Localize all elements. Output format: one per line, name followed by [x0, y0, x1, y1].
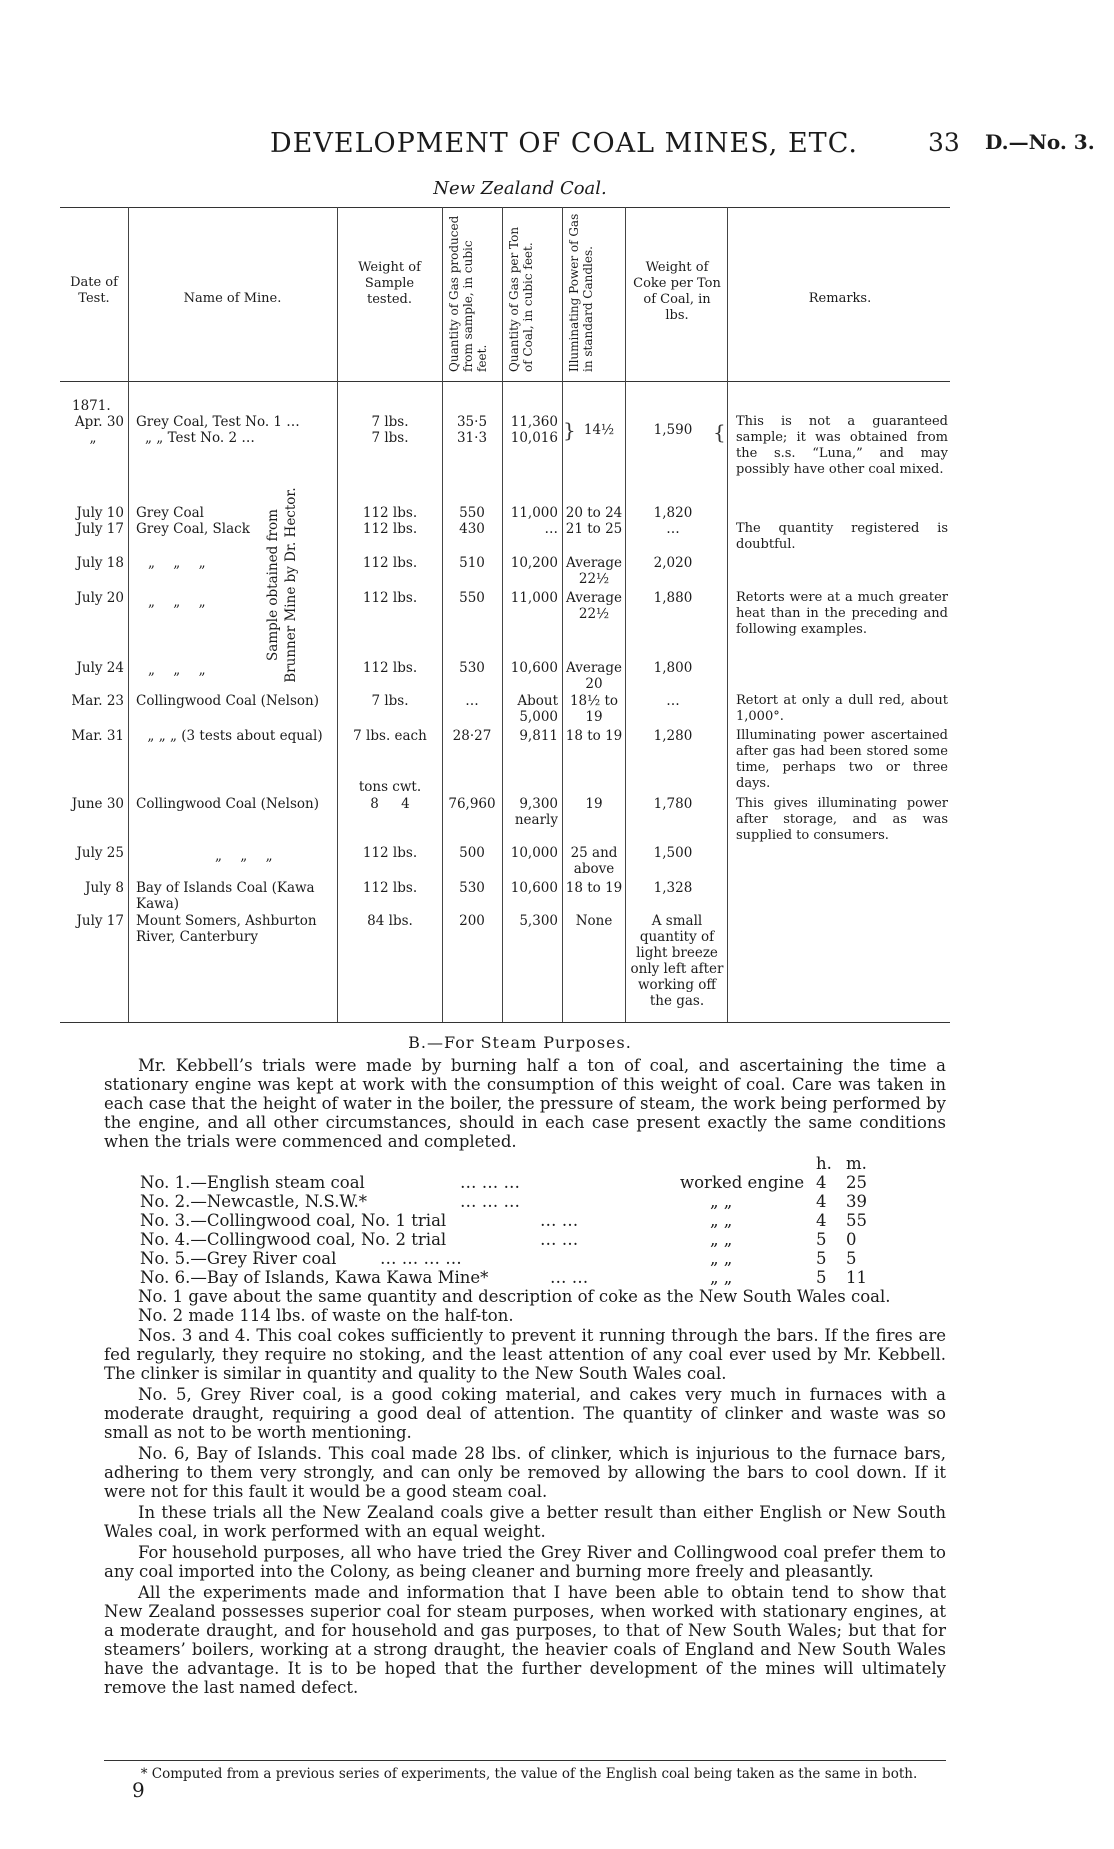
- hours-header: h.: [816, 1154, 832, 1173]
- cell-gas: 31·3: [456, 430, 488, 446]
- cell-per-ton: 11,000: [510, 590, 558, 606]
- trial-row: [140, 1173, 940, 1192]
- cell-weight: 112 lbs.: [362, 845, 418, 861]
- footnote-rule: [104, 1760, 946, 1761]
- cell-per-ton: 11,360: [510, 414, 558, 430]
- cell-illum: Average 22½: [566, 555, 622, 587]
- cell-per-ton: 9,300 nearly: [514, 796, 558, 828]
- trial-engine: „ „: [710, 1268, 733, 1287]
- table-header-rule: [60, 381, 950, 382]
- trial-minutes: 25: [846, 1173, 867, 1192]
- cell-weight: 7 lbs. each: [353, 728, 427, 744]
- cell-coke: 2,020: [653, 555, 693, 571]
- trial-row: [140, 1192, 940, 1211]
- cell-illum: 18½ to 19: [569, 693, 619, 725]
- page-number-bottom: 9: [132, 1778, 145, 1802]
- cell-mine: Collingwood Coal (Nelson): [136, 693, 320, 709]
- cell-gas: 200: [459, 913, 485, 929]
- cell-weight: 8 4: [370, 796, 410, 812]
- cell-remark: Illuminating power ascertained after gas had been stored some time, perhaps two or three days.: [736, 728, 948, 791]
- paragraph: No. 2 made 114 lbs. of waste on the half-ton.: [138, 1306, 514, 1325]
- cell-weight: 7 lbs.: [371, 414, 409, 430]
- cell-coke: 1,780: [653, 796, 693, 812]
- cell-coke: 1,880: [653, 590, 693, 606]
- paragraph: No. 6, Bay of Islands. This coal made 28 lbs. of clinker, which is injurious to the furnace bars, adhering to them very strongly, and can only be removed by allowing the bars to cool down. If it were not for this fault it would be a good steam coal.: [104, 1444, 946, 1501]
- cell-weight: 112 lbs.: [362, 660, 418, 676]
- cell-gas: 510: [459, 555, 485, 571]
- cell-date: July 18: [76, 555, 124, 571]
- cell-illum: 19: [585, 796, 603, 812]
- paragraph: No. 5, Grey River coal, is a good coking material, and cakes very much in furnaces with a moderate draught, requiring a good deal of attention. The quantity of clinker and waste was so small as not to be worth mentioning.: [104, 1385, 946, 1442]
- cell-date: July 8: [85, 880, 124, 896]
- cell-date: July 25: [76, 845, 124, 861]
- cell-weight: 84 lbs.: [367, 913, 413, 929]
- trial-row: [140, 1230, 940, 1249]
- trial-minutes: 0: [846, 1230, 857, 1249]
- cell-remark: This gives illuminating power after storage, and as was supplied to consumers.: [736, 796, 948, 843]
- cell-per-ton: 10,200: [510, 555, 558, 571]
- col-divider: [727, 207, 728, 1022]
- cell-illum: None: [575, 913, 613, 929]
- cell-mine: Grey Coal, Slack: [136, 521, 250, 537]
- cell-mine: Grey Coal: [136, 505, 204, 521]
- cell-mine: Grey Coal, Test No. 1 …: [136, 414, 300, 430]
- trial-hours: 5: [816, 1230, 827, 1249]
- cell-coke: 1,328: [653, 880, 693, 896]
- cell-weight: 112 lbs.: [362, 505, 418, 521]
- cell-gas: 550: [459, 505, 485, 521]
- cell-gas: 550: [459, 590, 485, 606]
- trial-minutes: 11: [846, 1268, 867, 1287]
- trial-hours: 5: [816, 1249, 827, 1268]
- trial-dots: … …: [550, 1268, 589, 1287]
- cell-per-ton: 11,000: [510, 505, 558, 521]
- cell-date: July 17: [76, 521, 124, 537]
- paragraph: Nos. 3 and 4. This coal cokes sufficiently to prevent it running through the bars. If the fires are fed regularly, they require no stoking, and the least attention of any coal ever used by Mr. Kebbell. The clinker is similar in quantity and quality to the New South Wales coal.: [104, 1326, 946, 1383]
- cell-weight-units: tons cwt.: [358, 779, 422, 795]
- cell-illum: Average 20: [566, 660, 622, 692]
- cell-per-ton: 10,000: [510, 845, 558, 861]
- cell-coke: A small quantity of light breeze only left after working off the gas.: [630, 913, 724, 1009]
- cell-weight: 112 lbs.: [362, 590, 418, 606]
- cell-illum: 18 to 19: [565, 880, 623, 896]
- cell-coke: …: [666, 521, 680, 537]
- trial-dots: … … …: [460, 1192, 520, 1211]
- trial-hours: 4: [816, 1192, 827, 1211]
- cell-coke: 1,590: [653, 422, 693, 438]
- cell-remark: Retorts were at a much greater heat than in the preceding and following examples.: [736, 590, 948, 637]
- trial-minutes: 39: [846, 1192, 867, 1211]
- cell-illum: 21 to 25: [565, 521, 623, 537]
- cell-mine: Mount Somers, Ashburton River, Canterbury: [136, 913, 317, 945]
- cell-gas: 28·27: [452, 728, 492, 744]
- col-header-illuminating-power: Illuminating Power of Gas in standard Candles.: [567, 213, 595, 372]
- col-header-mine: Name of Mine.: [183, 291, 282, 306]
- cell-date: July 20: [76, 590, 124, 606]
- cell-coke: 1,500: [653, 845, 693, 861]
- cell-coke: 1,280: [653, 728, 693, 744]
- trial-label: No. 5.—Grey River coal: [140, 1249, 337, 1268]
- trial-engine: „ „: [710, 1230, 733, 1249]
- cell-weight: 112 lbs.: [362, 555, 418, 571]
- cell-coke: 1,800: [653, 660, 693, 676]
- trial-row: [140, 1268, 940, 1287]
- trial-hours: 5: [816, 1268, 827, 1287]
- col-divider: [337, 207, 338, 1022]
- cell-gas: 530: [459, 880, 485, 896]
- col-divider: [562, 207, 563, 1022]
- cell-mine: „ „ Test No. 2 …: [145, 430, 255, 446]
- bracket-glyph: {: [713, 420, 726, 444]
- table-caption: New Zealand Coal.: [433, 178, 607, 199]
- cell-per-ton: 10,016: [510, 430, 558, 446]
- cell-mine: „ „ „ (3 tests about equal): [147, 728, 323, 744]
- trial-engine: „ „: [710, 1211, 733, 1230]
- cell-per-ton: 9,811: [519, 728, 558, 744]
- trial-row: [140, 1249, 940, 1268]
- trial-engine: „ „: [710, 1192, 733, 1211]
- trial-hours: 4: [816, 1173, 827, 1192]
- cell-remark: Retort at only a dull red, about 1,000°.: [736, 693, 948, 724]
- col-divider: [502, 207, 503, 1022]
- minutes-header: m.: [846, 1154, 867, 1173]
- intro-paragraph: Mr. Kebbell’s trials were made by burning half a ton of coal, and ascertaining the time a stationary engine was kept at work with the consumption of this weight of coal. Care was taken in each case that the height of water in the boiler, the pressure of steam, the work being performed by the engine, and all other circumstances, should in each case present exactly the same conditions when the trials were commenced and completed.: [104, 1056, 946, 1151]
- paragraph: For household purposes, all who have tried the Grey River and Collingwood coal prefer them to any coal imported into the Colony, as being cleaner and burning more freely and pleasantly.: [104, 1543, 946, 1581]
- cell-per-ton: 10,600: [510, 660, 558, 676]
- bracket-glyph: }: [563, 418, 576, 442]
- cell-gas: 76,960: [448, 796, 496, 812]
- cell-mine: „ „ „: [215, 848, 273, 864]
- cell-per-ton: 5,300: [519, 913, 558, 929]
- col-header-gas-quantity: Quantity of Gas produced from sample, in cubic feet.: [447, 215, 489, 372]
- cell-per-ton: About 5,000: [517, 693, 558, 725]
- cell-date: Mar. 23: [71, 693, 124, 709]
- paragraph: No. 1 gave about the same quantity and description of coke as the New South Wales coal.: [138, 1287, 891, 1306]
- cell-date: June 30: [71, 796, 124, 812]
- page-title: DEVELOPMENT OF COAL MINES, ETC.: [270, 128, 858, 159]
- cell-weight: 7 lbs.: [371, 430, 409, 446]
- cell-mine: „ „ „: [148, 555, 206, 571]
- cell-gas: 430: [459, 521, 485, 537]
- cell-illum: Average 22½: [566, 590, 622, 622]
- cell-per-ton: …: [544, 521, 558, 537]
- paragraph: All the experiments made and information that I have been able to obtain tend to show that New Zealand possesses superior coal for steam purposes, when worked with stationary engines, at a moderate draught, and for household and gas purposes, to that of New South Wales; but that for steamers’ boilers, working at a strong draught, the heavier coals of England and New South Wales have the advantage. It is to be hoped that the further development of the mines will ultimately remove the last named defect.: [104, 1583, 946, 1697]
- col-divider: [625, 207, 626, 1022]
- cell-illum: 18 to 19: [565, 728, 623, 744]
- section-title: B.—For Steam Purposes.: [408, 1033, 632, 1052]
- document-reference: D.—No. 3.: [985, 130, 1095, 154]
- cell-per-ton: 10,600: [510, 880, 558, 896]
- cell-gas: 530: [459, 660, 485, 676]
- cell-mine: Collingwood Coal (Nelson): [136, 796, 320, 812]
- cell-remark: The quantity registered is doubtful.: [736, 521, 948, 552]
- trial-minutes: 55: [846, 1211, 867, 1230]
- trial-dots: … … …: [460, 1173, 520, 1192]
- cell-mine: „ „ „: [148, 662, 206, 678]
- cell-date: July 17: [76, 913, 124, 929]
- trials-header: [140, 1154, 940, 1173]
- col-header-weight: Weight of Sample tested.: [358, 260, 421, 307]
- brunner-sample-note: Sample obtained from Brunner Mine by Dr. Hector.: [265, 487, 299, 683]
- cell-illum: 14½: [583, 422, 615, 438]
- table-bottom-rule: [60, 1022, 950, 1023]
- cell-illum: 25 and above: [570, 845, 618, 877]
- cell-mine: Bay of Islands Coal (Kawa Kawa): [136, 880, 315, 912]
- cell-weight: 112 lbs.: [362, 880, 418, 896]
- trial-label: No. 4.—Collingwood coal, No. 2 trial: [140, 1230, 447, 1249]
- cell-coke: 1,820: [653, 505, 693, 521]
- cell-gas: 35·5: [456, 414, 488, 430]
- cell-illum: 20 to 24: [565, 505, 623, 521]
- col-header-gas-per-ton: Quantity of Gas per Ton of Coal, in cubic feet.: [507, 226, 535, 372]
- trial-engine: „ „: [710, 1249, 733, 1268]
- col-header-remarks: Remarks.: [808, 291, 872, 306]
- cell-gas: 500: [459, 845, 485, 861]
- trial-hours: 4: [816, 1211, 827, 1230]
- trial-label: No. 2.—Newcastle, N.S.W.*: [140, 1192, 368, 1211]
- cell-weight: 7 lbs.: [371, 693, 409, 709]
- paragraph: In these trials all the New Zealand coals give a better result than either English or New South Wales coal, in work performed with an equal weight.: [104, 1503, 946, 1541]
- trial-minutes: 5: [846, 1249, 857, 1268]
- cell-coke: …: [666, 693, 680, 709]
- cell-date: Mar. 31: [71, 728, 124, 744]
- cell-date: „: [89, 430, 97, 446]
- footnote: * Computed from a previous series of experiments, the value of the English coal being taken as the same in both.: [140, 1766, 918, 1782]
- trial-dots: … … … …: [380, 1249, 462, 1268]
- trial-label: No. 6.—Bay of Islands, Kawa Kawa Mine*: [140, 1268, 489, 1287]
- cell-gas: …: [465, 693, 479, 709]
- trial-label: No. 3.—Collingwood coal, No. 1 trial: [140, 1211, 447, 1230]
- cell-date: July 24: [76, 660, 124, 676]
- cell-date: July 10: [76, 505, 124, 521]
- cell-date: Apr. 30: [74, 414, 124, 430]
- cell-remark: This is not a guaranteed sample; it was obtained from the s.s. “Luna,” and may possibly have other coal mixed.: [736, 414, 948, 477]
- trial-engine: worked engine: [680, 1173, 805, 1192]
- trial-row: [140, 1211, 940, 1230]
- page-number-top: 33: [928, 128, 960, 157]
- cell-mine: „ „ „: [148, 594, 206, 610]
- table-year: 1871.: [72, 398, 111, 414]
- col-divider: [442, 207, 443, 1022]
- table-top-rule: [60, 207, 950, 208]
- trial-dots: … …: [540, 1230, 579, 1249]
- col-header-coke: Weight of Coke per Ton of Coal, in lbs.: [633, 260, 721, 323]
- trial-label: No. 1.—English steam coal: [140, 1173, 365, 1192]
- trial-dots: … …: [540, 1211, 579, 1230]
- cell-weight: 112 lbs.: [362, 521, 418, 537]
- col-divider: [128, 207, 129, 1022]
- col-header-date: Date of Test.: [70, 275, 118, 306]
